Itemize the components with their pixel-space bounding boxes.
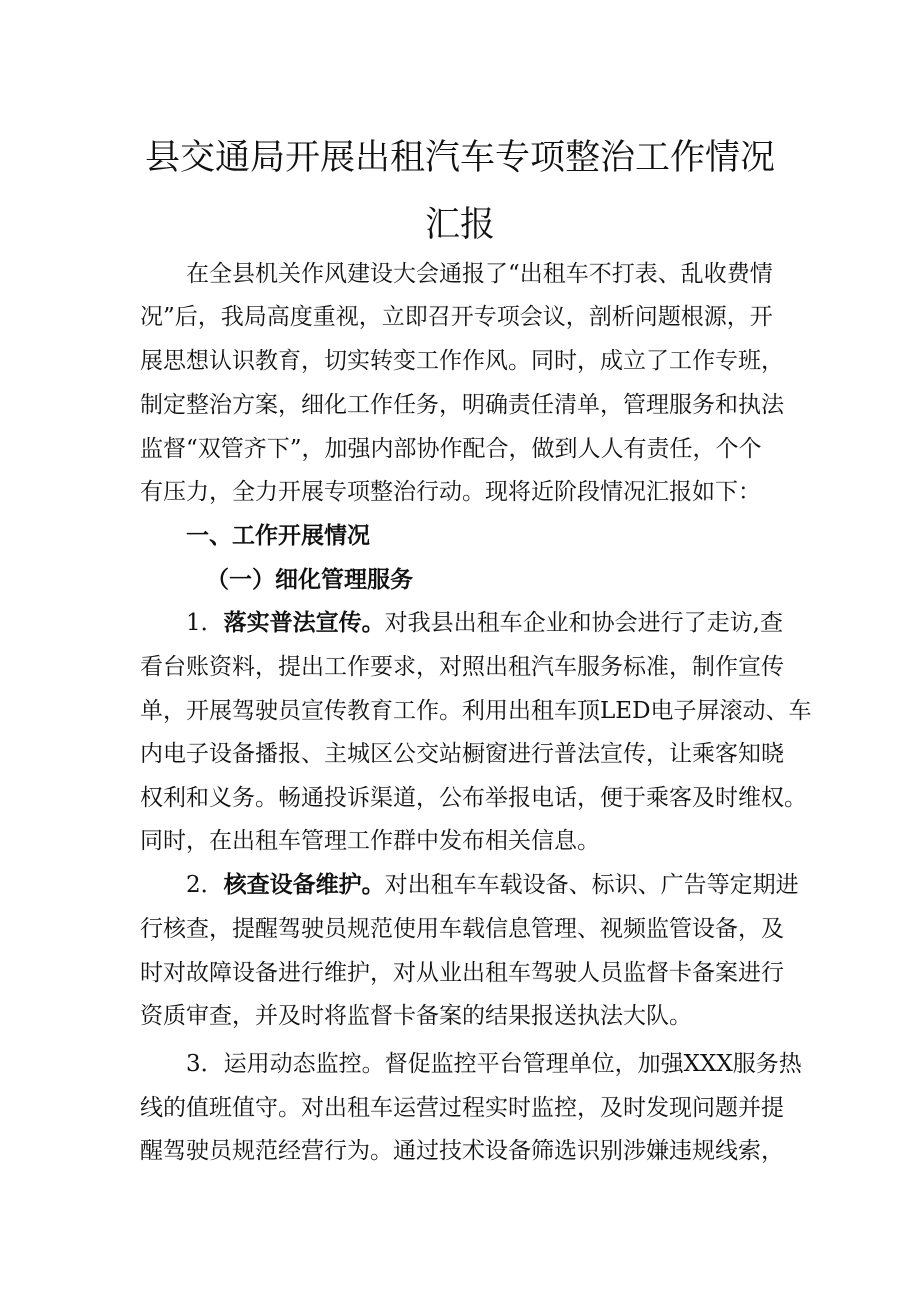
subsection-heading: （一）细化管理服务 [206, 566, 413, 593]
item-2-number: 2． [186, 872, 224, 898]
item-1-number: 1． [186, 610, 224, 636]
item-1-line-4: 内电子设备播报、主城区公交站橱窗进行普法宣传，让乘客知晓 [140, 741, 784, 767]
item-1-first-line-text: 对我县出租车企业和协会进行了走访,查 [384, 610, 783, 636]
item-2-first-line-text: 对出租车车载设备、标识、广告等定期进 [384, 872, 799, 898]
item-2-title: 核查设备维护。 [223, 871, 385, 898]
item-3-first-line: 3．运用动态监控。督促监控平台管理单位，加强XXX服务热 [186, 1051, 802, 1077]
item-2-first-line [186, 870, 799, 900]
item-1-title: 落实普法宣传。 [223, 609, 385, 636]
section-heading: 一、工作开展情况 [186, 522, 370, 549]
intro-line-6: 有压力，全力开展专项整治行动。现将近阶段情况汇报如下： [140, 479, 761, 505]
item-2-line-3: 时对故障设备进行维护，对从业出租车驾驶人员监督卡备案进行 [140, 960, 784, 986]
item-1-line-3: 单，开展驾驶员宣传教育工作。利用出租车顶LED电子屏滚动、车 [140, 698, 812, 724]
intro-line-3: 展思想认识教育，切实转变工作作风。同时，成立了工作专班， [140, 348, 784, 374]
item-1-line-6: 同时，在出租车管理工作群中发布相关信息。 [140, 828, 600, 854]
intro-line-5: 监督“双管齐下”，加强内部协作配合，做到人人有责任，个个 [140, 436, 762, 462]
item-2-line-4: 资质审查，并及时将监督卡备案的结果报送执法大队。 [140, 1003, 692, 1029]
item-3-line-3: 醒驾驶员规范经营行为。通过技术设备筛选识别涉嫌违规线索， [140, 1138, 784, 1164]
intro-line-1: 在全县机关作风建设大会通报了“出租车不打表、乱收费情 [186, 261, 773, 287]
item-1-line-5: 权利和义务。畅通投诉渠道，公布举报电话，便于乘客及时维权。 [140, 785, 807, 811]
document-title-line-2: 汇报 [424, 205, 495, 245]
document-title-line-1: 县交通局开展出租汽车专项整治工作情况 [144, 138, 775, 178]
intro-line-2: 况”后，我局高度重视，立即召开专项会议，剖析问题根源，开 [140, 304, 773, 330]
item-2-line-2: 行核查，提醒驾驶员规范使用车载信息管理、视频监管设备，及 [140, 916, 784, 942]
item-1-first-line [186, 608, 783, 638]
item-3-line-2: 线的值班值守。对出租车运营过程实时监控，及时发现问题并提 [140, 1095, 784, 1121]
intro-line-4: 制定整治方案，细化工作任务，明确责任清单，管理服务和执法 [140, 392, 784, 418]
item-1-line-2: 看台账资料，提出工作要求，对照出租汽车服务标准，制作宣传 [140, 654, 784, 680]
